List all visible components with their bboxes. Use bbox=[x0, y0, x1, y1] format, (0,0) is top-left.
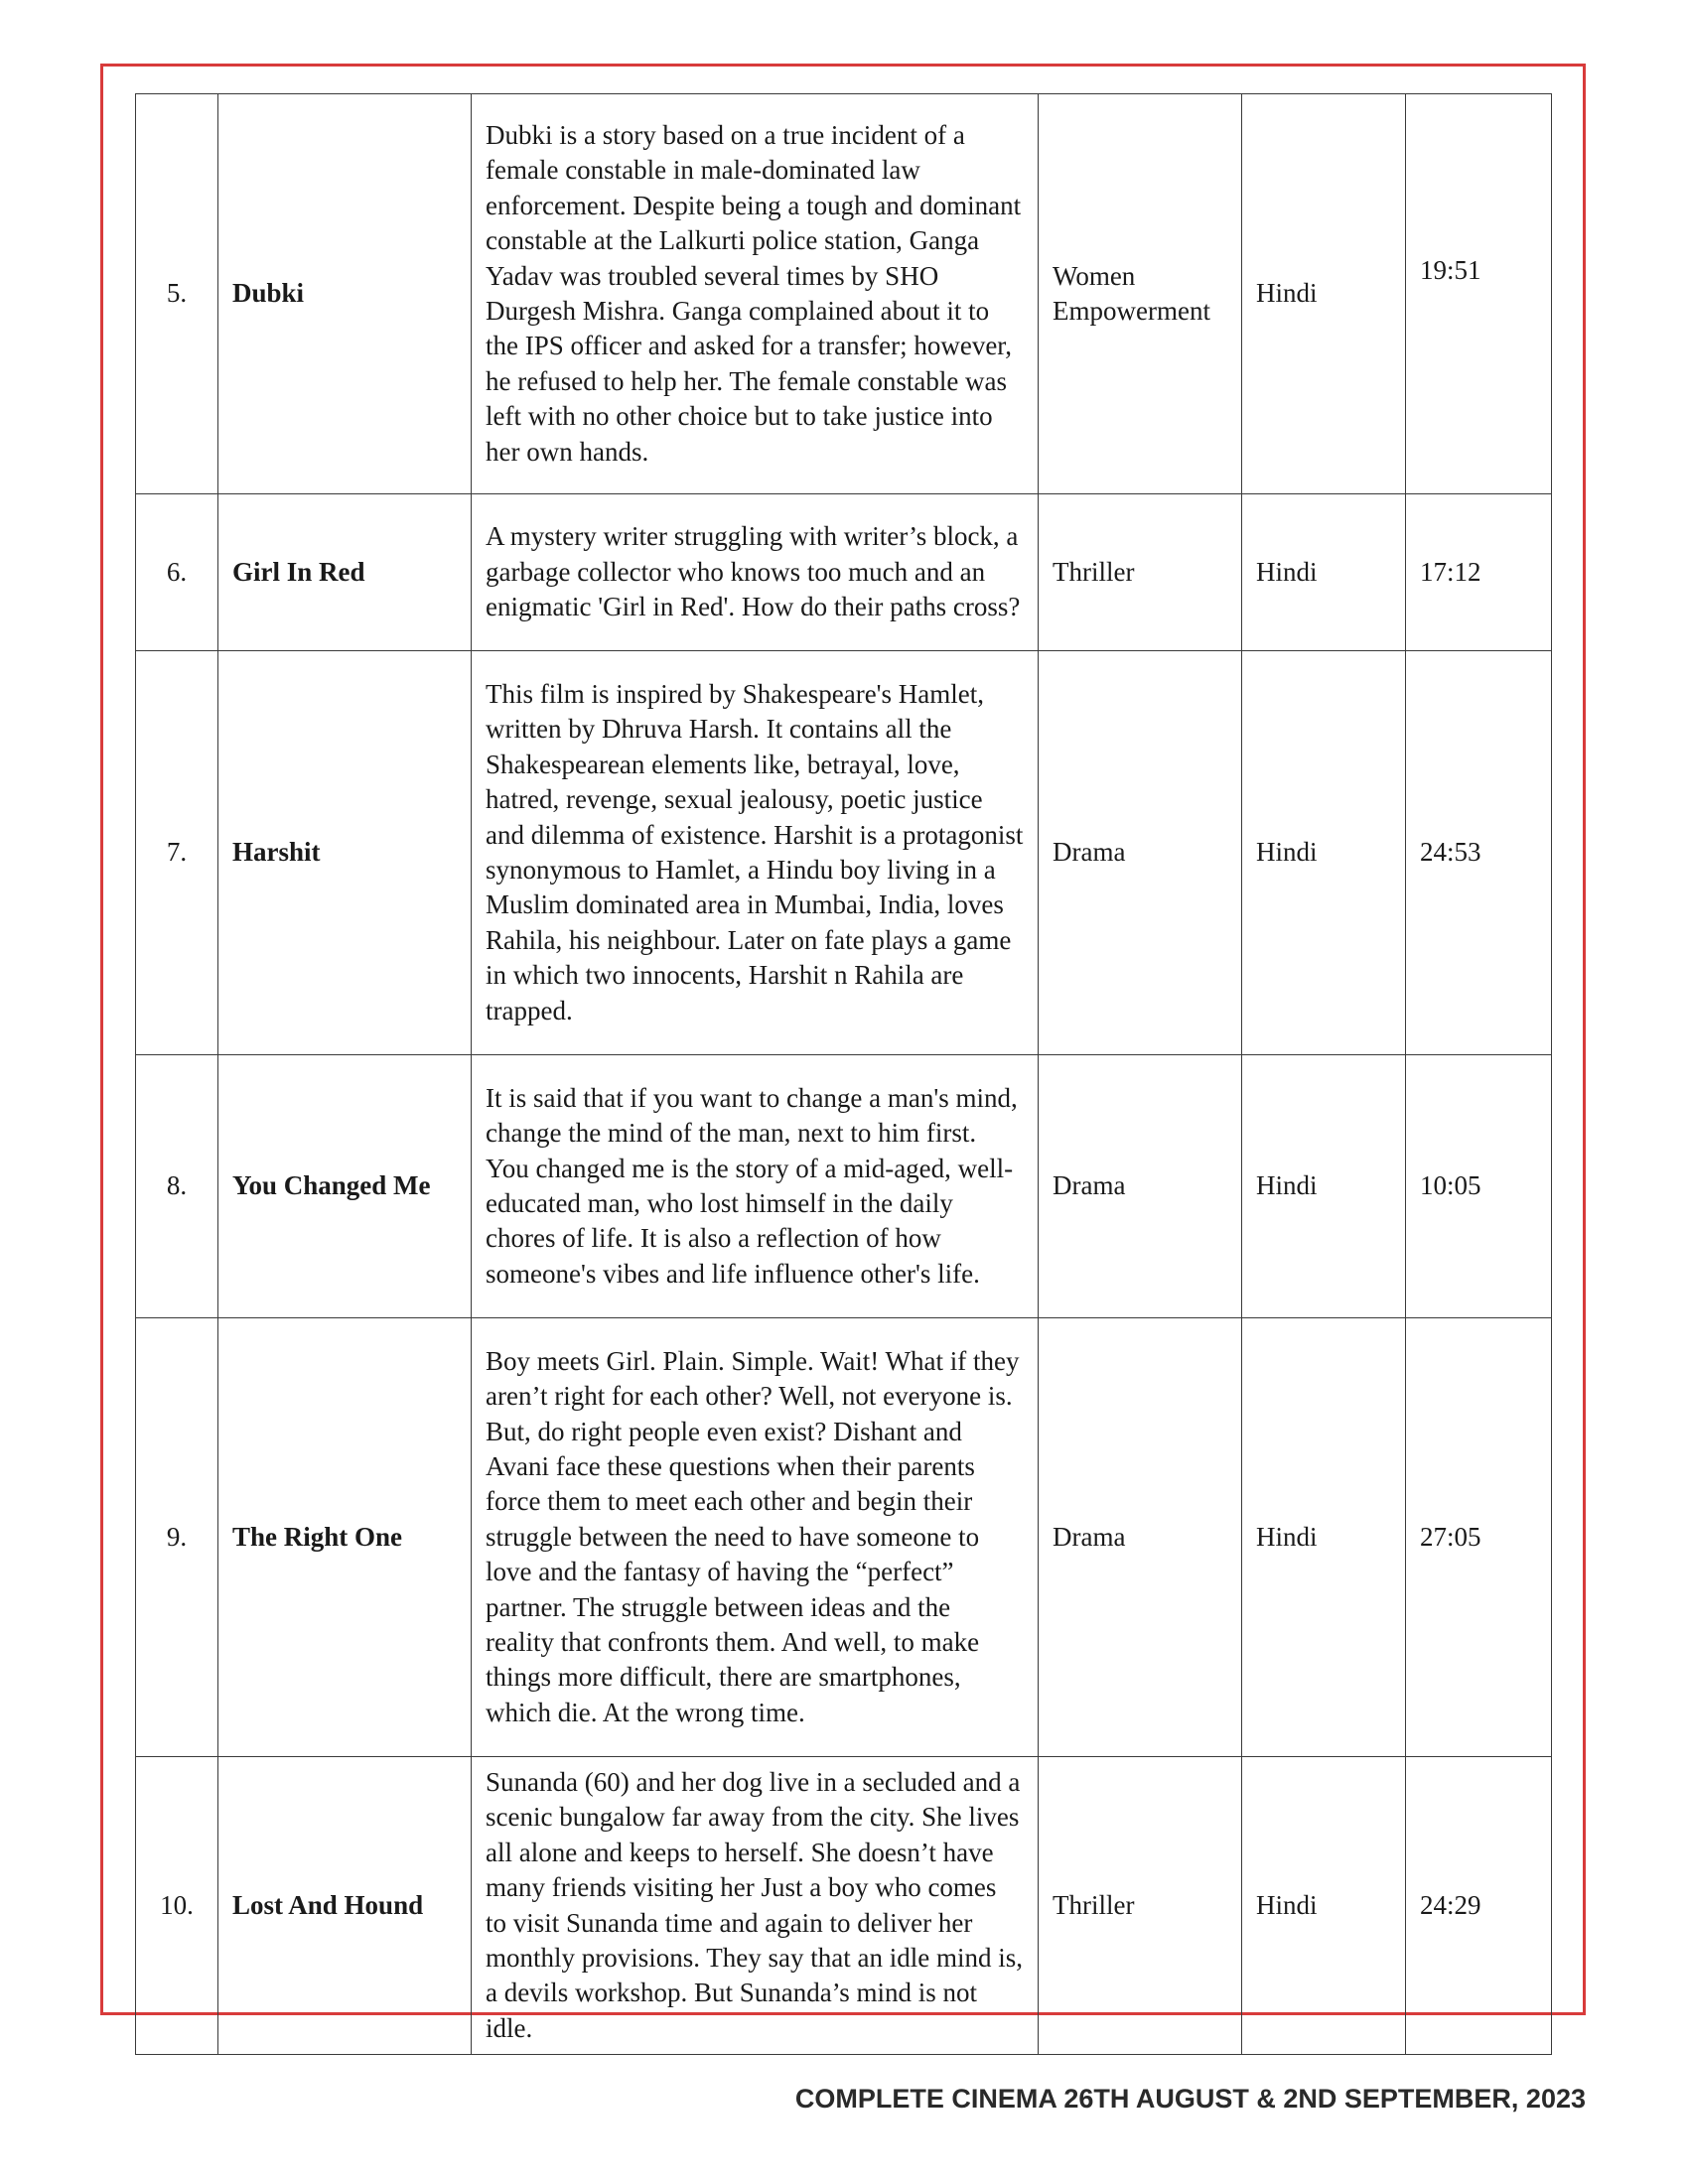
film-number: 6. bbox=[136, 494, 218, 651]
film-table bbox=[135, 93, 1552, 2055]
table-row bbox=[136, 94, 1552, 494]
film-language: Hindi bbox=[1242, 1055, 1406, 1318]
film-language: Hindi bbox=[1242, 1757, 1406, 2055]
film-duration-cell bbox=[1406, 94, 1552, 494]
film-duration: 19:51 bbox=[1420, 255, 1481, 286]
film-title: Dubki bbox=[218, 94, 472, 494]
film-genre: Drama bbox=[1039, 1318, 1242, 1757]
film-language: Hindi bbox=[1242, 651, 1406, 1055]
film-number: 5. bbox=[136, 94, 218, 494]
film-description: It is said that if you want to change a man's mind, change the mind of the man, next to him first. You changed me is the story of a mid-aged, well-educated man, who lost himself in the daily chores of life. It is also a reflection of how someone's vibes and life influence other's life. bbox=[472, 1055, 1039, 1318]
footer-event-title: COMPLETE CINEMA 26TH AUGUST & 2ND SEPTEMBER, 2023 bbox=[794, 2084, 1586, 2114]
film-duration: 24:29 bbox=[1406, 1757, 1552, 2055]
film-description: Sunanda (60) and her dog live in a secluded and a scenic bungalow far away from the city. She lives all alone and keeps to herself. She doesn’t have many friends visiting her Just a boy who comes to visit Sunanda time and again to deliver her monthly provisions. They say that an idle mind is, a devils workshop. But Sunanda’s mind is not idle. bbox=[472, 1757, 1039, 2055]
film-description: Dubki is a story based on a true incident of a female constable in male-dominated law enforcement. Despite being a tough and dominant constable at the Lalkurti police station, Ganga Yadav was troubled several times by SHO Durgesh Mishra. Ganga complained about it to the IPS officer and asked for a transfer; however, he refused to help her. The female constable was left with no other choice but to take justice into her own hands. bbox=[472, 94, 1039, 494]
film-number: 9. bbox=[136, 1318, 218, 1757]
table-row bbox=[136, 651, 1552, 1055]
film-number: 8. bbox=[136, 1055, 218, 1318]
film-number: 7. bbox=[136, 651, 218, 1055]
film-duration: 10:05 bbox=[1406, 1055, 1552, 1318]
film-genre: Thriller bbox=[1039, 1757, 1242, 2055]
film-duration: 24:53 bbox=[1406, 651, 1552, 1055]
film-title: Lost And Hound bbox=[218, 1757, 472, 2055]
table-row bbox=[136, 494, 1552, 651]
film-title: The Right One bbox=[218, 1318, 472, 1757]
film-genre: Thriller bbox=[1039, 494, 1242, 651]
film-genre: Drama bbox=[1039, 651, 1242, 1055]
film-number: 10. bbox=[136, 1757, 218, 2055]
film-title: Harshit bbox=[218, 651, 472, 1055]
film-language: Hindi bbox=[1242, 494, 1406, 651]
film-duration: 27:05 bbox=[1406, 1318, 1552, 1757]
film-title: You Changed Me bbox=[218, 1055, 472, 1318]
table-row bbox=[136, 1757, 1552, 2055]
film-title: Girl In Red bbox=[218, 494, 472, 651]
film-genre: Drama bbox=[1039, 1055, 1242, 1318]
film-description: A mystery writer struggling with writer’s block, a garbage collector who knows too much and an enigmatic 'Girl in Red'. How do their paths cross? bbox=[472, 494, 1039, 651]
film-language: Hindi bbox=[1242, 94, 1406, 494]
table-row bbox=[136, 1318, 1552, 1757]
film-language: Hindi bbox=[1242, 1318, 1406, 1757]
film-duration: 17:12 bbox=[1406, 494, 1552, 651]
film-description: Boy meets Girl. Plain. Simple. Wait! What if they aren’t right for each other? Well, not everyone is. But, do right people even exist? Dishant and Avani face these questions when their parents force them to meet each other and begin their struggle between the need to have someone to love and the fantasy of having the “perfect” partner. The struggle between ideas and the reality that confronts them. And well, to make things more difficult, there are smartphones, which die. At the wrong time. bbox=[472, 1318, 1039, 1757]
film-genre: Women Empowerment bbox=[1039, 94, 1242, 494]
film-description: This film is inspired by Shakespeare's Hamlet, written by Dhruva Harsh. It contains all the Shakespearean elements like, betrayal, love, hatred, revenge, sexual jealousy, poetic justice and dilemma of existence. Harshit is a protagonist synonymous to Hamlet, a Hindu boy living in a Muslim dominated area in Mumbai, India, loves Rahila, his neighbour. Later on fate plays a game in which two innocents, Harshit n Rahila are trapped. bbox=[472, 651, 1039, 1055]
table-row bbox=[136, 1055, 1552, 1318]
